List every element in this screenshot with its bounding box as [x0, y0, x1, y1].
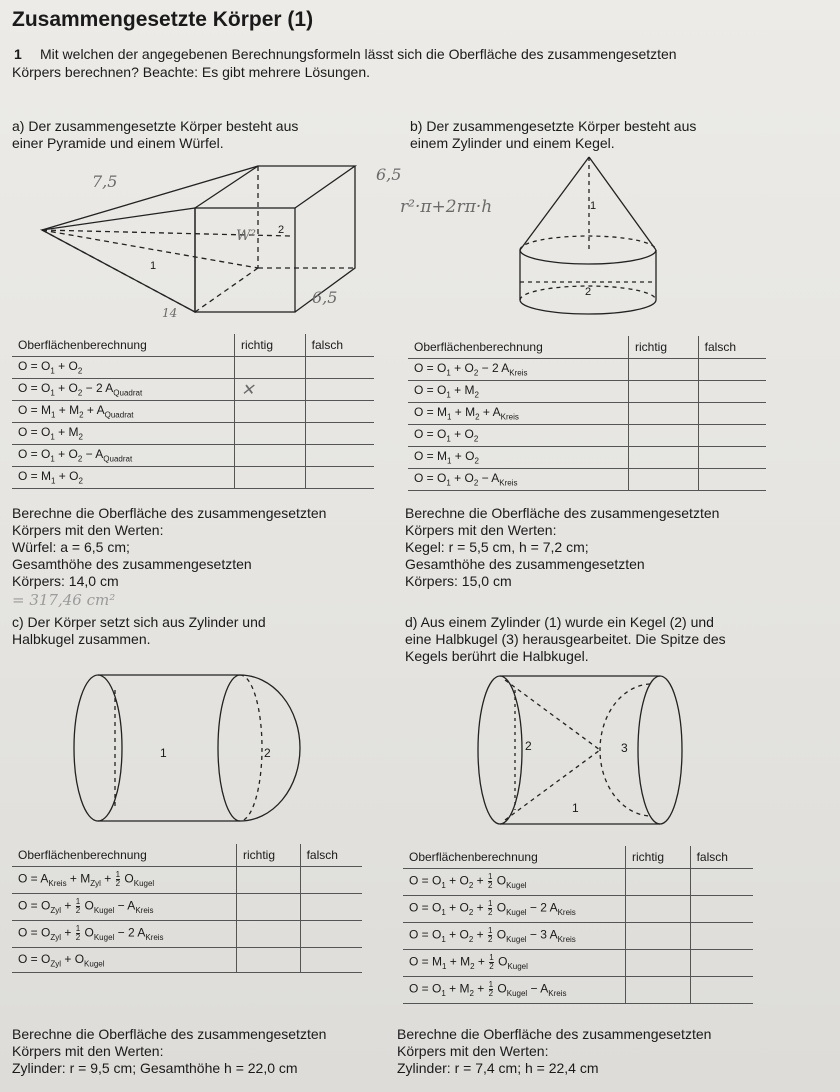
table-header-formula: Oberflächenberechnung: [12, 844, 237, 867]
part-d-text-line1: d) Aus einem Zylinder (1) wurde ein Kegel (2) und: [405, 614, 714, 630]
handwritten-14: 14: [162, 306, 178, 320]
calc-a-line: Körpers mit den Werten:: [12, 522, 164, 538]
calc-b-line: Berechne die Oberfläche des zusammengesetzten: [405, 505, 720, 521]
handwritten-answer: = 317,46 cm²: [12, 591, 116, 609]
calc-d-line: Berechne die Oberfläche des zusammengesetzten: [397, 1026, 712, 1042]
table-header-correct: richtig: [626, 846, 691, 869]
table-header-wrong: falsch: [305, 334, 374, 357]
formula: $O = O_1 + O_2$ + $\frac{1}{2}$ $O_{Kugel} - 3$ $A_{Kreis}$: [403, 923, 626, 950]
handwritten-w2: W²: [236, 228, 257, 244]
calc-a-line: Würfel: a = 6,5 cm;: [12, 539, 130, 555]
label-1: 1: [150, 260, 157, 272]
formula: $O = M_1 + O_2$: [408, 447, 629, 469]
calc-c-line: Körpers mit den Werten:: [12, 1043, 164, 1059]
formula: $O = O_1 + O_2$ + $\frac{1}{2}$ $O_{Kugel} - 2$ $A_{Kreis}$: [403, 896, 626, 923]
formula: $O = O_{Zyl} + O_{Kugel}$: [12, 948, 237, 973]
handwritten-6-5: 6,5: [376, 165, 402, 184]
checkbox-correct[interactable]: [626, 869, 691, 896]
calc-b-line: Gesamthöhe des zusammengesetzten: [405, 556, 645, 572]
checkbox-correct[interactable]: [626, 977, 691, 1004]
part-c-text-line1: c) Der Körper setzt sich aus Zylinder und: [12, 614, 266, 630]
formula: $O = O_{Zyl}$ + $\frac{1}{2}$ $O_{Kugel} - 2$ $A_{Kreis}$: [12, 921, 237, 948]
calc-d-line: Zylinder: r = 7,4 cm; h = 22,4 cm: [397, 1060, 599, 1076]
table-header-correct: richtig: [629, 336, 699, 359]
formula: $O = O_1 + M_2$: [408, 381, 629, 403]
calc-a-line: Gesamthöhe des zusammengesetzten: [12, 556, 252, 572]
label-2: 2: [278, 224, 285, 236]
part-b-text-line2: einem Zylinder und einem Kegel.: [410, 135, 615, 151]
table-header-wrong: falsch: [690, 846, 753, 869]
part-a-text-line1: a) Der zusammengesetzte Körper besteht aus: [12, 118, 299, 134]
label-2: 2: [585, 286, 592, 298]
checkbox-wrong[interactable]: [690, 896, 753, 923]
task-number: 1: [14, 46, 22, 62]
part-b-text-line1: b) Der zusammengesetzte Körper besteht aus: [410, 118, 697, 134]
formula: $O = O_1 + O_2 - 2$ $A_{Kreis}$: [408, 359, 629, 381]
formula: $O = O_1 + O_2 - 2$ $A_{Quadrat}$: [12, 379, 235, 401]
table-header-formula: Oberflächenberechnung: [403, 846, 626, 869]
handwritten-formula: r²·π+2rπ·h: [400, 197, 493, 217]
checkbox-correct[interactable]: [626, 950, 691, 977]
calc-c-line: Berechne die Oberfläche des zusammengesetzten: [12, 1026, 327, 1042]
checkbox-wrong[interactable]: [690, 869, 753, 896]
part-d-text-line3: Kegels berührt die Halbkugel.: [405, 648, 589, 664]
checkbox-correct[interactable]: [626, 896, 691, 923]
task-text-line2: Körpers berechnen? Beachte: Es gibt mehrere Lösungen.: [12, 64, 371, 80]
formula: $O = O_1 + O_2$: [408, 425, 629, 447]
formula: $O = O_1 + M_2$ + $\frac{1}{2}$ $O_{Kugel} - A_{Kreis}$: [403, 977, 626, 1004]
label-3: 3: [621, 741, 628, 755]
formula: $O = O_1 + O_2 - A_{Quadrat}$: [12, 445, 235, 467]
calc-b-line: Körpers mit den Werten:: [405, 522, 557, 538]
formula: $O = M_1 + M_2$ + $\frac{1}{2}$ $O_{Kugel}$: [403, 950, 626, 977]
label-1: 1: [590, 200, 597, 212]
checkbox-wrong[interactable]: [690, 923, 753, 950]
formula: $O = O_1 + O_2$: [12, 357, 235, 379]
cross-mark: ✕: [241, 380, 255, 399]
part-c-text-line2: Halbkugel zusammen.: [12, 631, 151, 647]
calc-b-line: Kegel: r = 5,5 cm, h = 7,2 cm;: [405, 539, 589, 555]
formula: $O = O_{Zyl}$ + $\frac{1}{2}$ $O_{Kugel} - A_{Kreis}$: [12, 894, 237, 921]
table-header-wrong: falsch: [698, 336, 766, 359]
part-d-text-line2: eine Halbkugel (3) herausgearbeitet. Die Spitze des: [405, 631, 726, 647]
label-1: 1: [160, 746, 167, 760]
calc-a-line: Körpers: 14,0 cm: [12, 573, 119, 589]
table-header-correct: richtig: [237, 844, 301, 867]
formula: $O = O_1 + O_2$ + $\frac{1}{2}$ $O_{Kugel}$: [403, 869, 626, 896]
table-header-formula: Oberflächenberechnung: [408, 336, 629, 359]
task-text-line1: Mit welchen der angegebenen Berechnungsformeln lässt sich die Oberfläche des zusammengesetzten: [40, 46, 677, 62]
page-title: Zusammengesetzte Körper (1): [12, 8, 314, 31]
checkbox-correct[interactable]: [626, 923, 691, 950]
part-a-text-line2: einer Pyramide und einem Würfel.: [12, 135, 224, 151]
handwritten-6-5: 6,5: [312, 288, 338, 307]
formula: $O = A_{Kreis} + M_{Zyl}$ + $\frac{1}{2}$ $O_{Kugel}$: [12, 867, 237, 894]
label-2: 2: [264, 746, 271, 760]
formula: $O = O_1 + O_2 - A_{Kreis}$: [408, 469, 629, 491]
calc-c-line: Zylinder: r = 9,5 cm; Gesamthöhe h = 22,0 cm: [12, 1060, 298, 1076]
formula: $O = M_1 + M_2 + A_{Kreis}$: [408, 403, 629, 425]
formula: $O = M_1 + M_2 + A_{Quadrat}$: [12, 401, 235, 423]
formula: $O = M_1 + O_2$: [12, 467, 235, 489]
calc-a-line: Berechne die Oberfläche des zusammengesetzten: [12, 505, 327, 521]
table-header-wrong: falsch: [300, 844, 362, 867]
label-2: 2: [525, 739, 532, 753]
label-1: 1: [572, 801, 579, 815]
formula-table-d: [403, 846, 753, 1004]
table-header-formula: Oberflächenberechnung: [12, 334, 235, 357]
formula: $O = O_1 + M_2$: [12, 423, 235, 445]
handwritten-7-5: 7,5: [92, 172, 118, 191]
checkbox-wrong[interactable]: [690, 977, 753, 1004]
calc-b-line: Körpers: 15,0 cm: [405, 573, 512, 589]
calc-d-line: Körpers mit den Werten:: [397, 1043, 549, 1059]
checkbox-wrong[interactable]: [690, 950, 753, 977]
table-header-correct: richtig: [235, 334, 306, 357]
